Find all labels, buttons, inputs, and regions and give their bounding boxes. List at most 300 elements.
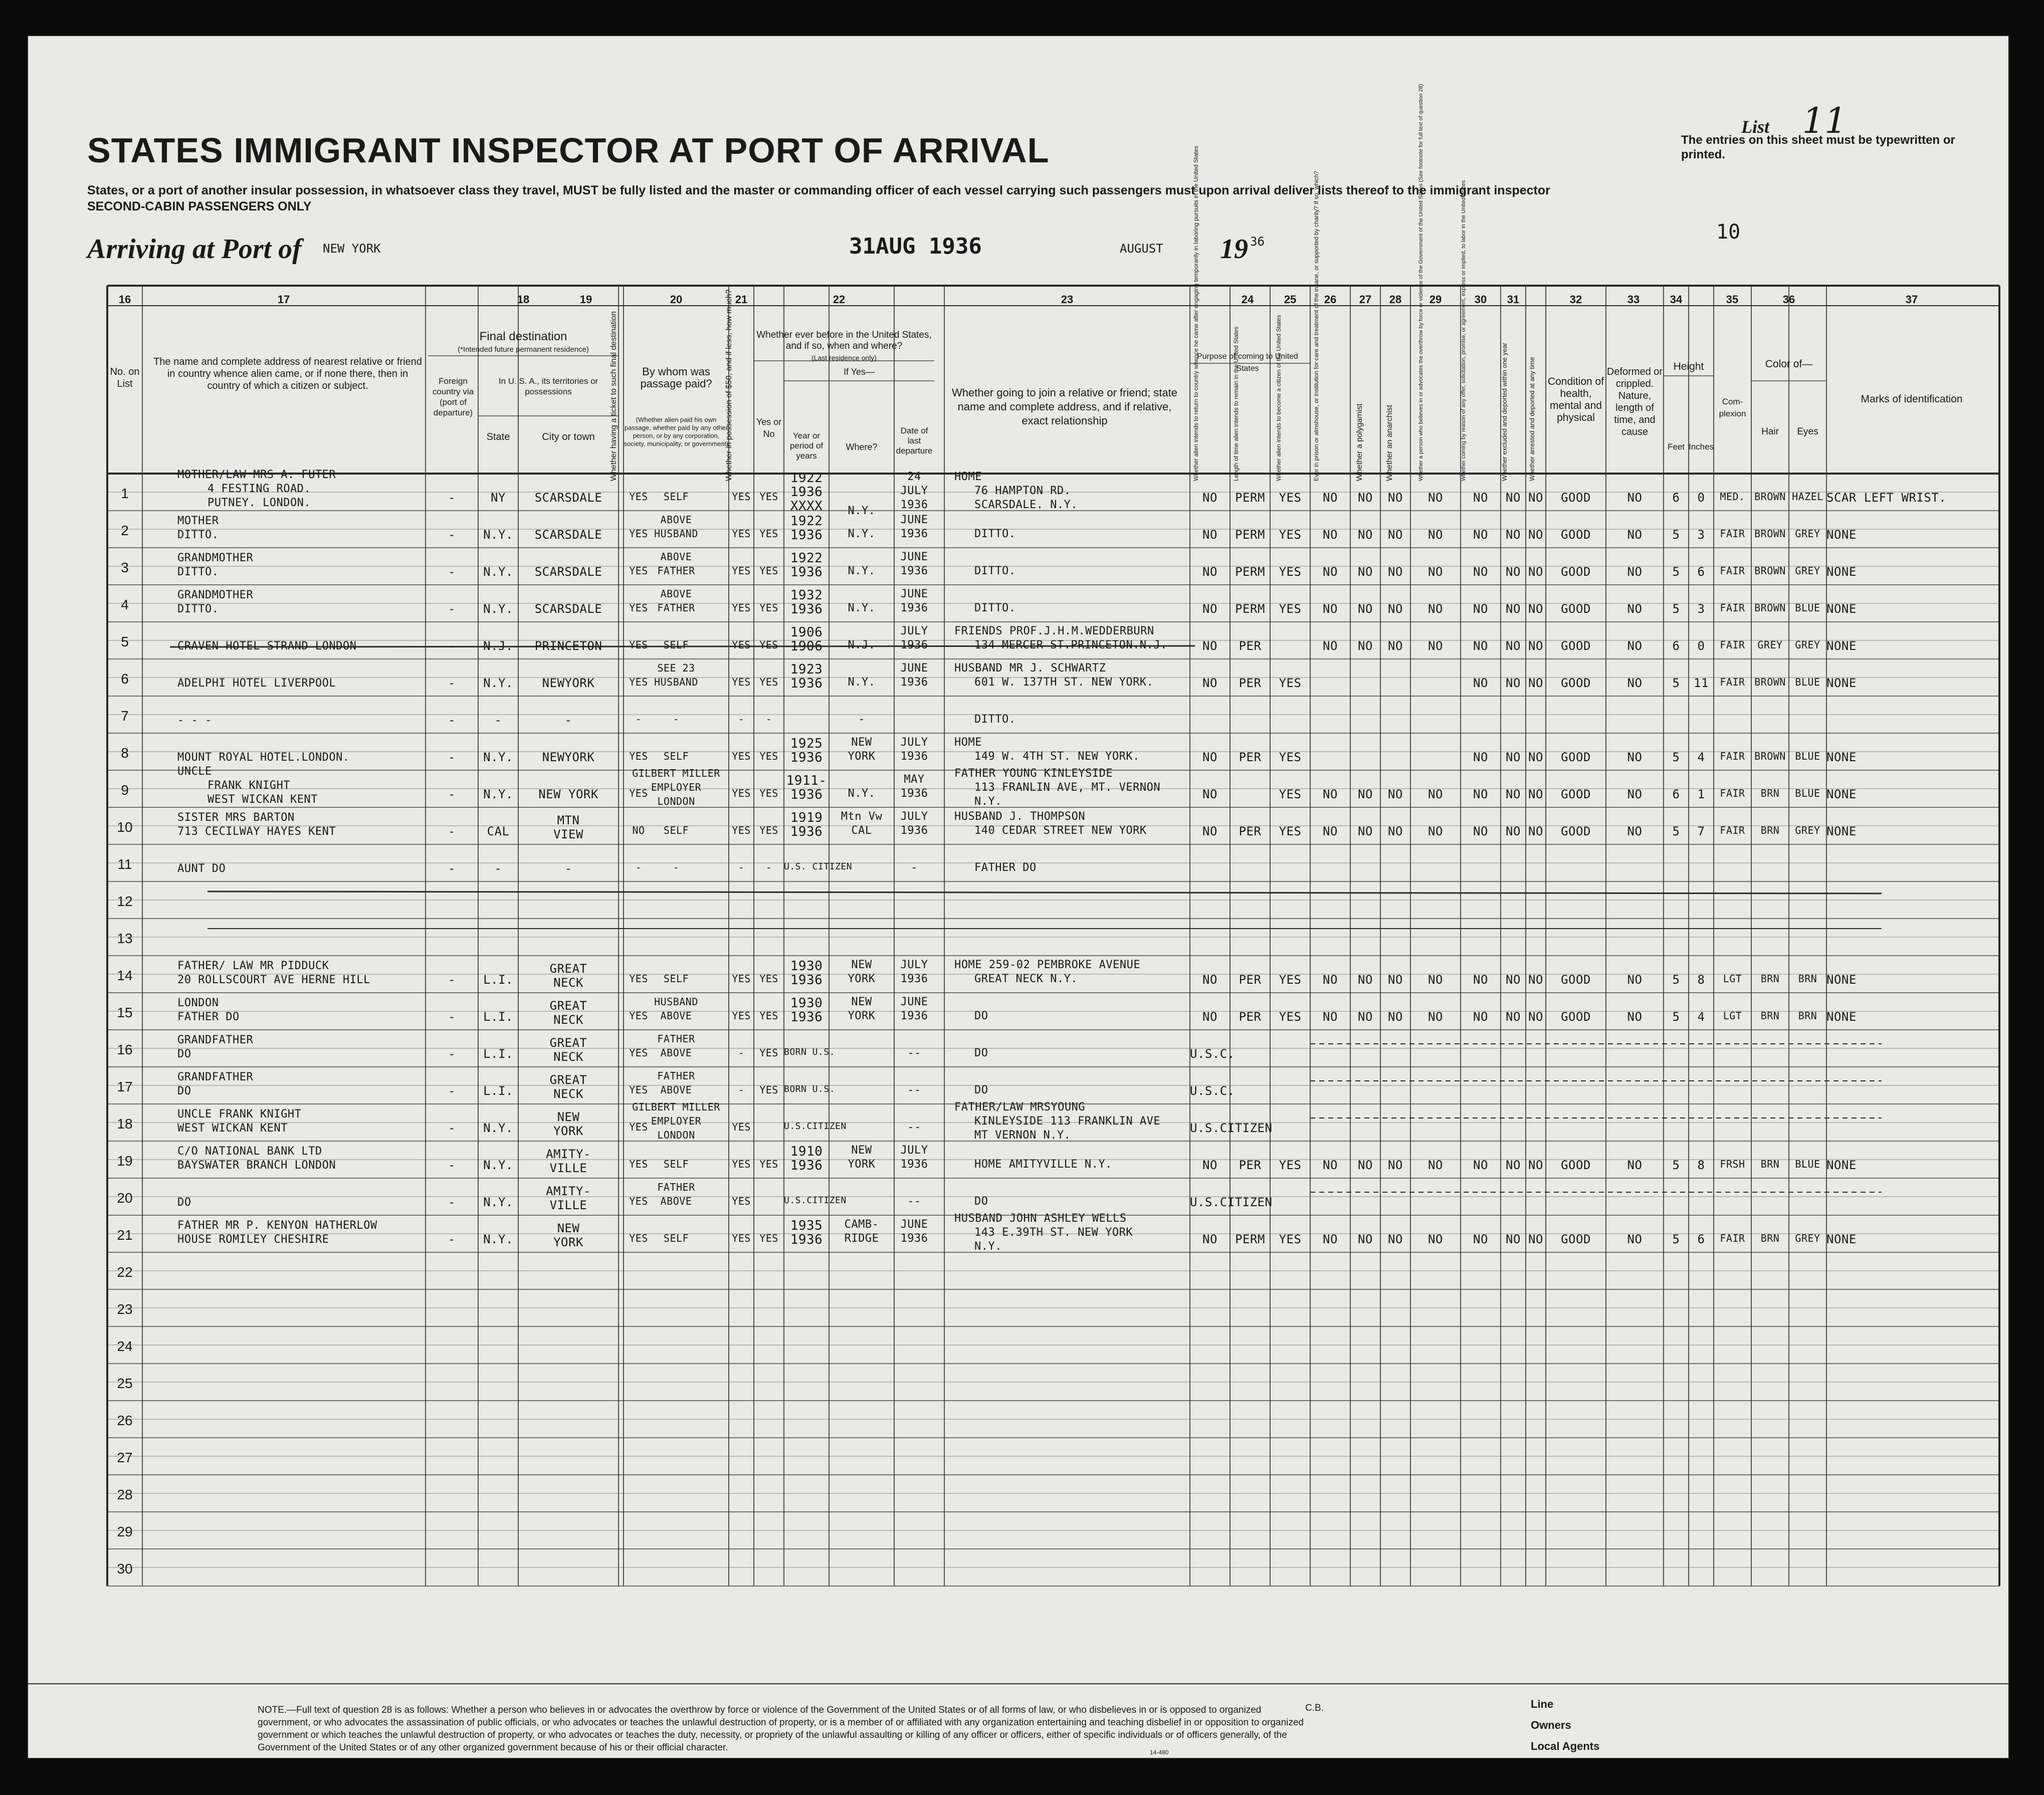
col-eyes: BRN [1798,1010,1817,1022]
header-complexion: Com-plexion [1719,397,1746,418]
col-hair: BRN [1760,1158,1780,1170]
header-if-yes: If Yes— [843,367,875,377]
years-in-us: 1936 [790,528,823,543]
col-comp: FAIR [1720,639,1745,651]
relative-line: ADELPHI HOTEL LIVERPOOL [177,677,336,690]
col-p1: NO [1202,491,1217,505]
col-state: N.Y. [483,1121,513,1135]
last-departure: 1936 [900,602,928,614]
typewritten-note: The entries on this sheet must be typewritten or printed. [1681,133,1955,161]
col-hair: BROWN [1754,565,1786,577]
col-hair: BRN [1760,787,1780,799]
col-p3: YES [1279,1232,1302,1246]
col-ticket: YES [629,491,648,503]
destination-city: NECK [553,976,583,990]
col-c31: NO [1528,602,1543,616]
years-in-us: BORN U.S. [784,1047,836,1057]
passage-paid-by: ABOVE [660,514,692,526]
row-number-2: 2 [121,523,129,538]
col-eyes: BLUE [1795,676,1820,688]
col-p1: NO [1202,1010,1217,1024]
column-number-32: 32 [1569,293,1582,306]
last-departure: JULY [900,625,928,637]
joining-relative: DITTO. [974,528,1016,540]
passage-paid-by: SELF [663,973,689,985]
col-c26: NO [1358,565,1373,579]
last-departure: JULY [900,485,928,497]
header-purpose-b: Length of time alien intends to remain in the United States [1233,326,1240,481]
header-ever-before: Whether ever before in the United States, and if so, when and where? [756,330,932,351]
col-c26: NO [1358,491,1373,505]
col-c26: NO [1358,639,1373,653]
years-in-us: 1910 [790,1144,823,1159]
col-p1: NO [1202,528,1217,542]
passage-paid-by: ABOVE [660,588,692,600]
passage-paid-by: SELF [663,1158,689,1170]
row-number-15: 15 [117,1005,133,1020]
col-ticket: YES [629,1121,648,1133]
col-c28: NO [1428,1010,1443,1024]
col-ever: YES [759,787,778,799]
passage-paid-by: ABOVE [660,1084,692,1096]
col-comp: FAIR [1720,676,1745,688]
column-number-33: 33 [1627,293,1640,306]
col-eyes: GREY [1795,639,1820,651]
years-in-us: 1936 [790,1010,823,1025]
col-ever: YES [759,528,778,540]
col-hair: BRN [1760,1232,1780,1244]
header-hair: Hair [1761,426,1779,437]
relative-line: - - - [177,714,212,727]
passage-paid-by: SELF [663,491,689,503]
row-number-21: 21 [117,1227,133,1243]
previous-residence: N.Y. [848,787,876,800]
year-prefix: 19 [1220,234,1248,265]
relative-line: GRANDFATHER [177,1034,254,1046]
previous-residence: NEW [851,996,872,1008]
destination-city: NEW [557,1110,580,1124]
header-c29: Whether coming by reason of any offer, solicitation, promise, or agreement, express or implied, to labor in the United States [1461,180,1467,481]
destination-city: VIEW [553,827,583,841]
col-c30: NO [1506,973,1521,987]
relative-line: FRANK KNIGHT [208,779,290,792]
col-health: GOOD [1561,1158,1591,1172]
col-marks: NONE [1826,824,1857,838]
relative-line: MOUNT ROYAL HOTEL.LONDON. [177,751,350,764]
col-deform: NO [1627,1010,1643,1024]
years-in-us: 1930 [790,959,823,974]
col-ever: - [765,861,772,873]
col-state: L.I. [483,973,513,987]
passage-paid-by: LONDON [657,795,695,807]
col-ft: 5 [1672,676,1680,690]
col-state: L.I. [483,1010,513,1024]
col-comp: FAIR [1720,528,1745,540]
header-passage-note: (Whether alien paid his own passage, whether paid by any other person, or by any corporation, society, municipality, or government) [624,416,729,447]
col-ever: YES [759,639,778,651]
column-number-36: 36 [1782,293,1795,306]
col-money: - [738,1084,745,1096]
last-departure: 1936 [900,1158,928,1171]
col-eyes: GREY [1795,528,1820,540]
col-p1: NO [1202,787,1217,801]
col-c26: NO [1358,973,1373,987]
row-number-16: 16 [117,1042,133,1057]
destination-city: GREAT [549,1073,587,1087]
col-money: YES [732,491,751,503]
col-c30: NO [1506,1232,1521,1246]
col-marks: SCAR LEFT WRIST. [1826,491,1947,505]
col-foreign: - [448,676,456,690]
col-eyes: GREY [1795,824,1820,836]
header-c30: Whether excluded and deported within one year [1501,342,1508,481]
col-state: N.J. [483,639,513,653]
passage-paid-by: EMPLOYER [651,781,702,793]
row-number-26: 26 [117,1413,133,1428]
years-in-us: 1936 [790,602,823,617]
relative-line: UNCLE FRANK KNIGHT [177,1108,302,1120]
col-eyes: BLUE [1795,787,1820,799]
col-ticket: YES [629,1195,648,1207]
joining-relative: FATHER DO [974,861,1037,874]
col-p2: PER [1239,1010,1262,1024]
last-departure: 24 [907,471,921,483]
col-eyes: BLUE [1795,1158,1820,1170]
joining-relative: 140 CEDAR STREET NEW YORK [974,824,1147,837]
col-ever: YES [759,565,778,577]
col-p1: U.S.C. [1190,1084,1235,1098]
col-c31: NO [1528,565,1543,579]
years-in-us: 1932 [790,588,823,603]
joining-relative: FATHER/LAW MRSYOUNG [954,1101,1086,1113]
joining-relative: 149 W. 4TH ST. NEW YORK. [974,750,1140,763]
joining-relative: HOME [954,471,982,483]
col-deform: NO [1627,1232,1643,1246]
col-c31: NO [1528,639,1543,653]
col-c28: NO [1428,787,1443,801]
destination-city: GREAT [549,962,587,976]
col-ticket: YES [629,1010,648,1022]
col-c27: NO [1388,1010,1403,1024]
header-purpose: Purpose of coming to United States [1197,352,1298,373]
destination-city: GREAT [549,1036,587,1050]
col-foreign: - [448,528,456,542]
col-money: YES [732,750,751,762]
row-number-3: 3 [121,560,129,575]
row-number-13: 13 [117,931,133,946]
col-health: GOOD [1561,565,1591,579]
col-state: N.Y. [483,750,513,764]
col-c25: NO [1323,1010,1338,1024]
col-ticket: YES [629,1158,648,1170]
row-number-17: 17 [117,1079,133,1094]
col-c31: NO [1528,676,1543,690]
joining-relative: 143 E.39TH ST. NEW YORK [974,1226,1133,1239]
previous-residence: YORK [848,1158,876,1171]
passage-paid-by: SEE 23 [657,662,695,674]
last-departure: 1936 [900,973,928,985]
col-c26: NO [1358,1010,1373,1024]
column-number-20: 20 [670,293,683,306]
col-ever: YES [759,824,778,836]
col-c26: NO [1358,1158,1373,1172]
local-agents-label: Local Agents [1531,1740,1600,1752]
col-marks: NONE [1826,973,1857,987]
col-c27: NO [1388,1232,1403,1246]
col-c25: NO [1323,639,1338,653]
years-in-us: 1930 [790,996,823,1011]
col-ticket: - [635,713,642,725]
col-c28: NO [1428,639,1443,653]
col-ft: 5 [1672,602,1680,616]
col-deform: NO [1627,676,1643,690]
col-ft: 5 [1672,1232,1680,1246]
col-state: L.I. [483,1084,513,1098]
relative-line: MOTHER [177,515,219,527]
col-eyes: BRN [1798,973,1817,985]
column-number-30: 30 [1474,293,1487,306]
col-p1: NO [1202,639,1217,653]
row-number-10: 10 [117,819,133,835]
relative-line: DITTO. [177,603,219,615]
col-eyes: BLUE [1795,750,1820,762]
col-c30: NO [1506,676,1521,690]
col-ever: YES [759,602,778,614]
header-foreign-country: Foreign country via (port of departure) [432,376,474,417]
header-inches: Inches [1689,442,1714,452]
col-money: YES [732,528,751,540]
header-c25: Ever in prison or almshouse, or institution for care and treatment of the insane, or supported by charity? If so, which? [1313,171,1320,481]
years-in-us: 1936 [790,485,823,500]
column-number-17: 17 [277,293,290,306]
previous-residence: N.Y. [848,505,876,517]
destination-city: PRINCETON [534,639,602,653]
col-ever: YES [759,676,778,688]
relative-line: 4 FESTING ROAD. [208,483,311,495]
destination-city: NEWYORK [542,750,595,764]
col-c30: NO [1506,491,1521,505]
col-c30: NO [1506,565,1521,579]
header-final-destination-note: (*Intended future permanent residence) [458,345,589,354]
col-c28: NO [1428,565,1443,579]
col-p3: YES [1279,491,1302,505]
header-c33: Deformed or crippled. Nature, length of time, and cause [1606,366,1663,437]
col-p3: YES [1279,750,1302,764]
col-c26: NO [1358,1232,1373,1246]
destination-city: VILLE [549,1161,587,1175]
row12-cancel-line [208,891,1882,893]
passage-paid-by: SELF [663,1232,689,1244]
col-p2: PER [1239,1158,1262,1172]
col-comp: FAIR [1720,824,1745,836]
col-c31: NO [1528,824,1543,838]
col-ticket: YES [629,750,648,762]
col-inch: 11 [1694,676,1709,690]
destination-city: NEW [557,1221,580,1235]
col-deform: NO [1627,1158,1643,1172]
header-eyes: Eyes [1797,426,1818,437]
col-p1: U.S.C. [1190,1047,1235,1061]
destination-city: SCARSDALE [534,602,602,616]
page-subtitle: States, or a port of another insular possession, in whatsoever class they travel, MUST be fully listed and the master or commanding officer of each vessel carrying such passengers must upon arrival deliver lists thereof to the immigrant inspector [87,183,1550,197]
col-c27: NO [1388,565,1403,579]
col-c27: NO [1388,824,1403,838]
destination-city: NEWYORK [542,676,595,690]
line-label: Line [1531,1698,1554,1710]
header-marks: Marks of identification [1861,393,1963,405]
col-c29: NO [1473,1232,1488,1246]
col-c31: NO [1528,491,1543,505]
col-comp: FAIR [1720,787,1745,799]
last-departure: JUNE [900,1218,928,1231]
row-number-28: 28 [117,1487,133,1502]
col-eyes: BLUE [1795,602,1820,614]
col-state: N.Y. [483,787,513,801]
col-c29: NO [1473,639,1488,653]
years-in-us: 1923 [790,662,823,677]
col-marks: NONE [1826,676,1857,690]
relative-line: MOTHER/LAW MRS A. FUTER [177,469,336,481]
col-ever: YES [759,1047,778,1059]
col-foreign: - [448,1232,456,1246]
col-hair: BROWN [1754,602,1786,614]
col-foreign: - [448,1084,456,1098]
col-ticket: YES [629,1084,648,1096]
passage-paid-by: SELF [663,824,689,836]
joining-relative: KINLEYSIDE 113 FRANKLIN AVE [974,1115,1161,1128]
col-c26: NO [1358,528,1373,542]
passage-paid-by: HUSBAND [654,528,698,540]
col-inch: 0 [1697,491,1705,505]
last-departure: JUNE [900,551,928,563]
header-relative: The name and complete address of nearest relative or friend in country whence alien came, or if none there, then in country of which a citizen or subject. [153,356,422,391]
col-p2: PERM [1235,1232,1265,1246]
row-number-19: 19 [117,1153,133,1169]
col-foreign: - [448,824,456,838]
col-health: GOOD [1561,676,1591,690]
last-departure: 1936 [900,787,928,800]
col-c27: NO [1388,639,1403,653]
years-in-us: U.S. CITIZEN [784,861,853,872]
years-in-us: 1922 [790,551,823,566]
col-c29: NO [1473,602,1488,616]
col-state: NY [491,491,506,505]
relative-line: LONDON [177,997,219,1009]
row-number-23: 23 [117,1301,133,1317]
col-deform: NO [1627,639,1643,653]
col-c25: NO [1323,973,1338,987]
relative-line: FATHER/ LAW MR PIDDUCK [177,960,329,972]
col-money: YES [732,639,751,651]
relative-line: 713 CECILWAY HAYES KENT [177,825,336,838]
row-number-30: 30 [117,1561,133,1577]
col-marks: NONE [1826,528,1857,542]
column-number-26: 26 [1324,293,1337,306]
row-number-24: 24 [117,1338,133,1354]
cabin-class: SECOND-CABIN PASSENGERS ONLY [87,199,312,213]
col-p1: NO [1202,750,1217,764]
col-c30: NO [1506,787,1521,801]
col-hair: BROWN [1754,528,1786,540]
col-hair: BROWN [1754,750,1786,762]
last-departure: JULY [900,1144,928,1157]
col-comp: FRSH [1720,1158,1745,1170]
col-c30: NO [1506,750,1521,764]
col-p2: PER [1239,750,1262,764]
years-in-us: 1922 [790,514,823,529]
col-foreign: - [448,1121,456,1135]
arrival-date-stamp: 31AUG 1936 [849,234,982,259]
last-departure: 1936 [900,1010,928,1022]
header-state: State [486,431,510,442]
col-p2: PERM [1235,528,1265,542]
col-foreign: - [448,639,456,653]
col-ticket: YES [629,676,648,688]
column-number-27: 27 [1359,293,1372,306]
col-hair: BROWN [1754,676,1786,688]
col-c28: NO [1428,824,1443,838]
col-p2: PER [1239,676,1262,690]
row-number-5: 5 [121,634,129,649]
table-grid [27,35,2009,1759]
previous-residence: RIDGE [844,1232,879,1245]
years-in-us: 1936 [790,565,823,580]
destination-city: - [564,861,572,875]
col-comp: MED. [1720,491,1745,503]
destination-city: SCARSDALE [534,528,602,542]
previous-residence: CAL [851,824,872,837]
col-deform: NO [1627,565,1643,579]
col-foreign: - [448,787,456,801]
col-health: GOOD [1561,1232,1591,1246]
col-c31: NO [1528,528,1543,542]
column-number-31: 31 [1507,293,1520,306]
col-c27: NO [1388,973,1403,987]
previous-residence: N.Y. [848,676,876,689]
last-departure: 1936 [900,676,928,689]
col-comp: FAIR [1720,565,1745,577]
relative-line: C/O NATIONAL BANK LTD [177,1145,322,1158]
header-c32: Condition of health, mental and physical [1547,376,1604,423]
previous-residence: N.Y. [848,602,876,614]
column-number-35: 35 [1726,293,1739,306]
last-departure: -- [907,1195,921,1208]
col-ever: YES [759,750,778,762]
header-c28: Whether a person who believes in or advocates the overthrow by force or violence of the Government of the United States (See footnote for full text of question 28) [1418,84,1424,481]
list-number: 11 [1802,100,1847,141]
destination-city: YORK [553,1235,583,1249]
col-ft: 5 [1672,973,1680,987]
col-c29: NO [1473,1010,1488,1024]
relative-line: SISTER MRS BARTON [177,811,295,824]
years-in-us: 1935 [790,1218,823,1233]
joining-relative: N.Y. [974,1240,1002,1253]
col-money: YES [732,602,751,614]
joining-relative: HUSBAND JOHN ASHLEY WELLS [954,1212,1127,1225]
col-health: GOOD [1561,750,1591,764]
years-in-us: 1922 [790,471,823,486]
col-foreign: - [448,713,456,727]
joining-relative: 113 FRANLIN AVE, MT. VERNON [974,781,1161,794]
header-final-destination: Final destination [479,330,567,343]
header-possession-50: Whether in possession of $50, and if less, how much? [725,289,733,481]
col-ticket: YES [629,565,648,577]
col-money: YES [732,1195,751,1207]
column-number-34: 34 [1670,293,1683,306]
header-purpose-a: Whether alien intends to return to country whence he came after engaging temporarily in laboring pursuits in the United States [1192,145,1199,481]
joining-relative: HOME AMITYVILLE N.Y. [974,1158,1112,1171]
col-state: N.Y. [483,528,513,542]
